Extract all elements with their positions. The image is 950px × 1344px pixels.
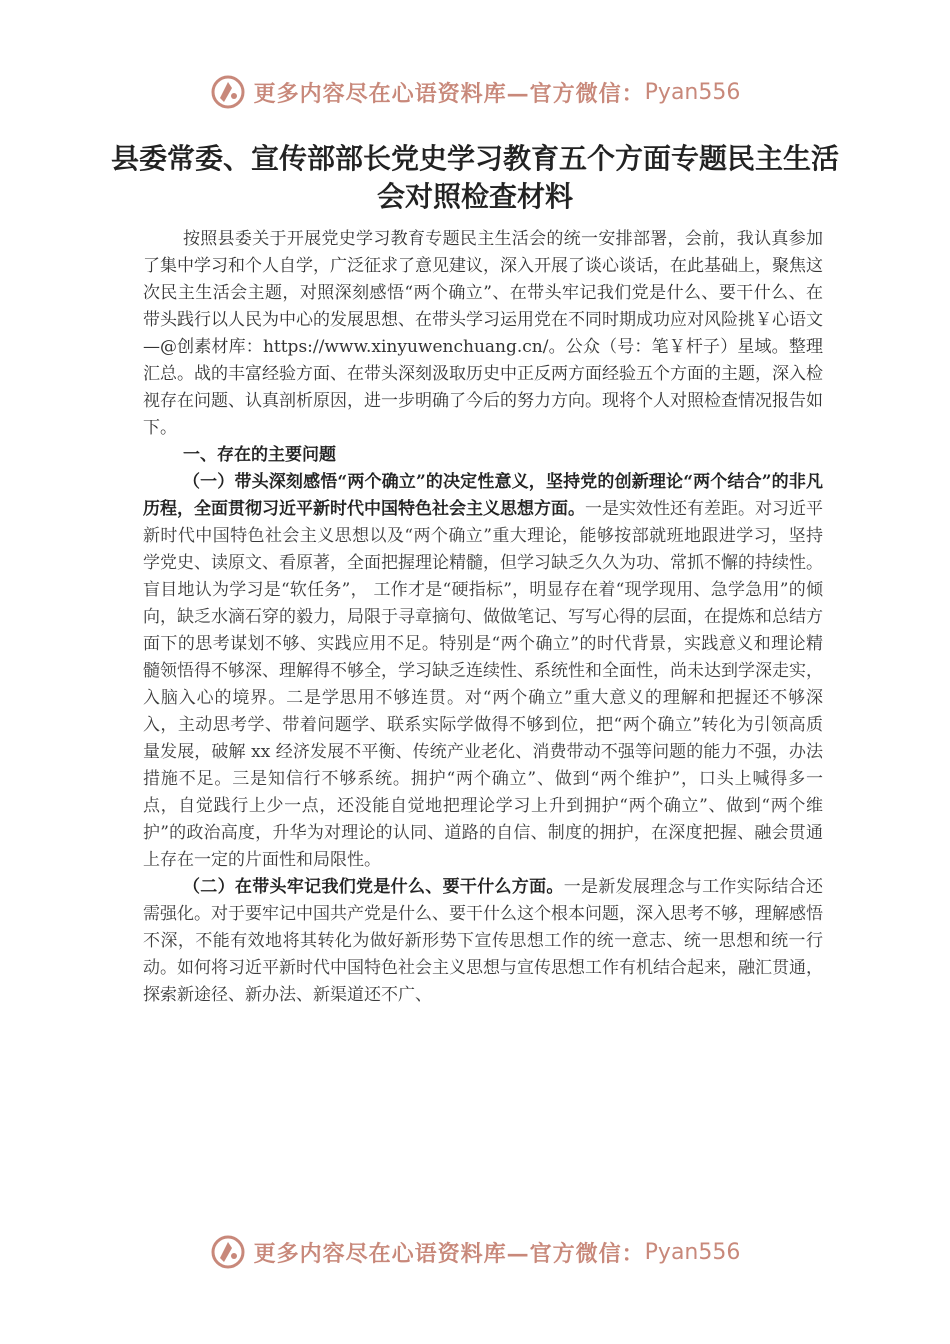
item-2-heading: （二）在带头牢记我们党是什么、要干什么方面。 [183,877,564,897]
item-1-paragraph [143,469,823,874]
item-2-body: 一是新发展理念与工作实际结合还需强化。对于要牢记中国共产党是什么、要干什么这个根本问题，深入思考不够，理解感悟不深，不能有效地将其转化为做好新形势下宣传思想工作的统一意志、统一思想和统一行动。如何将习近平新时代中国特色社会主义思想与宣传思想工作有机结合起来，融汇贯通，探索新途径、新办法、新渠道还不广、 [143,877,824,1005]
header-banner [0,72,950,112]
intro-paragraph: 按照县委关于开展党史学习教育专题民主生活会的统一安排部署，会前，我认真参加了集中学习和个人自学，广泛征求了意见建议，深入开展了谈心谈话，在此基础上，聚焦这次民主生活会主题，对照深刻感悟“两个确立”、在带头牢记我们党是什么、要干什么、在带头践行以人民为中心的发展思想、在带头学习运用党在不同时期成功应对风险挑￥心语文—@创素材库：https://www.xinyuwenchuang.cn/。公众（号：笔￥杆子）星域。整理汇总。战的丰富经验方面、在带头深刻汲取历史中正反两方面经验五个方面的主题，深入检视存在问题、认真剖析原因，进一步明确了今后的努力方向。现将个人对照检查情况报告如下。 [143,229,823,438]
footer-banner [0,1232,950,1272]
document-title: 县委常委、宣传部部长党史学习教育五个方面专题民主生活会对照检查材料 [110,142,839,213]
banner-wechat-id: Pyan556 [644,1239,741,1265]
banner-text: 更多内容尽在心语资料库—官方微信： [253,1240,645,1267]
section-heading: 一、存在的主要问题 [183,445,336,465]
logo-icon [210,74,246,110]
banner-wechat-id: Pyan556 [644,79,741,105]
banner-text: 更多内容尽在心语资料库—官方微信： [253,80,645,107]
item-2-paragraph [143,874,823,1009]
document-body [143,226,823,1009]
logo-icon [210,1234,246,1270]
item-1-heading: （一）带头深刻感悟“两个确立”的决定性意义，坚持党的创新理论“两个结合”的非凡历程，全面贯彻习近平新时代中国特色社会主义思想方面。 [143,472,823,519]
item-1-body: 一是实效性还有差距。对习近平新时代中国特色社会主义思想以及“两个确立”重大理论，能够按部就班地跟进学习，坚持学党史、读原文、看原著，全面把握理论精髓，但学习缺乏久久为功、常抓不懈的持续性。盲目地认为学习是“软任务”， 工作才是“硬指标”，明显存在着“现学现用、急学急用”的倾向，缺乏水滴石穿的毅力，局限于寻章摘句、做做笔记、写写心得的层面，在提炼和总结方面下的思考谋划不够、实践应用不足。特别是“两个确立”的时代背景，实践意义和理论精髓领悟得不够深、理解得不够全，学习缺乏连续性、系统性和全面性，尚未达到学深走实，入脑入心的境界。二是学思用不够连贯。对“两个确立”重大意义的理解和把握还不够深入，主动思考学、带着问题学、联系实际学做得不够到位，把“两个确立”转化为引领高质量发展，破解 xx 经济发展不平衡、传统产业老化、消费带动不强等问题的能力不强，办法措施不足。三是知信行不够系统。拥护“两个确立”、做到“两个维护”，口头上喊得多一点，自觉践行上少一点，还没能自觉地把理论学习上升到拥护“两个确立”、做到“两个维护”的政治高度，升华为对理论的认同、道路的自信、制度的拥护，在深度把握、融会贯通上存在一定的片面性和局限性。 [143,499,823,870]
